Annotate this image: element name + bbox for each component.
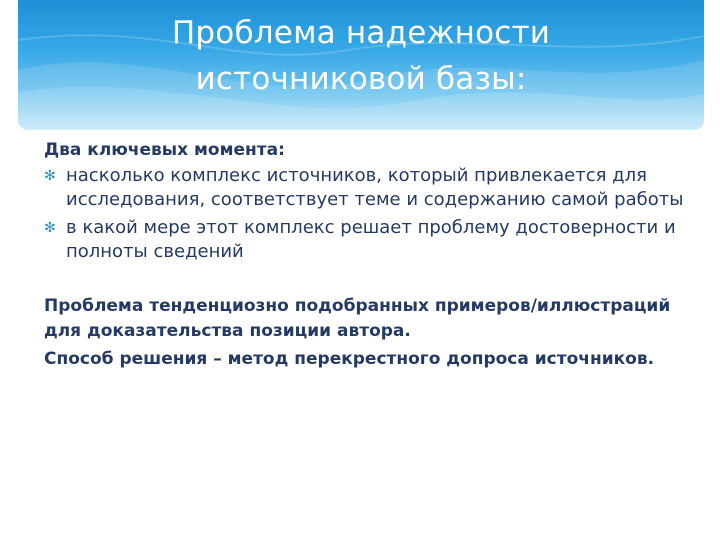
slide-title-line: Проблема надежности <box>171 15 551 51</box>
asterisk-bullet-icon: ✻ <box>44 168 56 184</box>
bullet-text: в какой мере этот комплекс решает проблему достоверности и полноты сведений <box>66 217 676 262</box>
slide-body <box>44 138 694 372</box>
solution-paragraph: Способ решения – метод перекрестного допроса источников. <box>44 349 655 369</box>
bullet-list <box>44 164 694 264</box>
bullet-item <box>44 164 694 212</box>
title-banner <box>18 0 704 130</box>
slide-title-line: источниковой базы: <box>195 61 527 97</box>
problem-paragraph: Проблема тенденциозно подобранных примеров/иллюстраций для доказательства позиции автора. <box>44 296 671 341</box>
slide-title <box>18 10 704 102</box>
lead-text: Два ключевых момента: <box>44 140 285 160</box>
bullet-text: насколько комплекс источников, который привлекается для исследования, соответствует теме и содержанию самой работы <box>66 165 684 210</box>
bullet-item <box>44 216 694 264</box>
asterisk-bullet-icon: ✻ <box>44 220 56 236</box>
